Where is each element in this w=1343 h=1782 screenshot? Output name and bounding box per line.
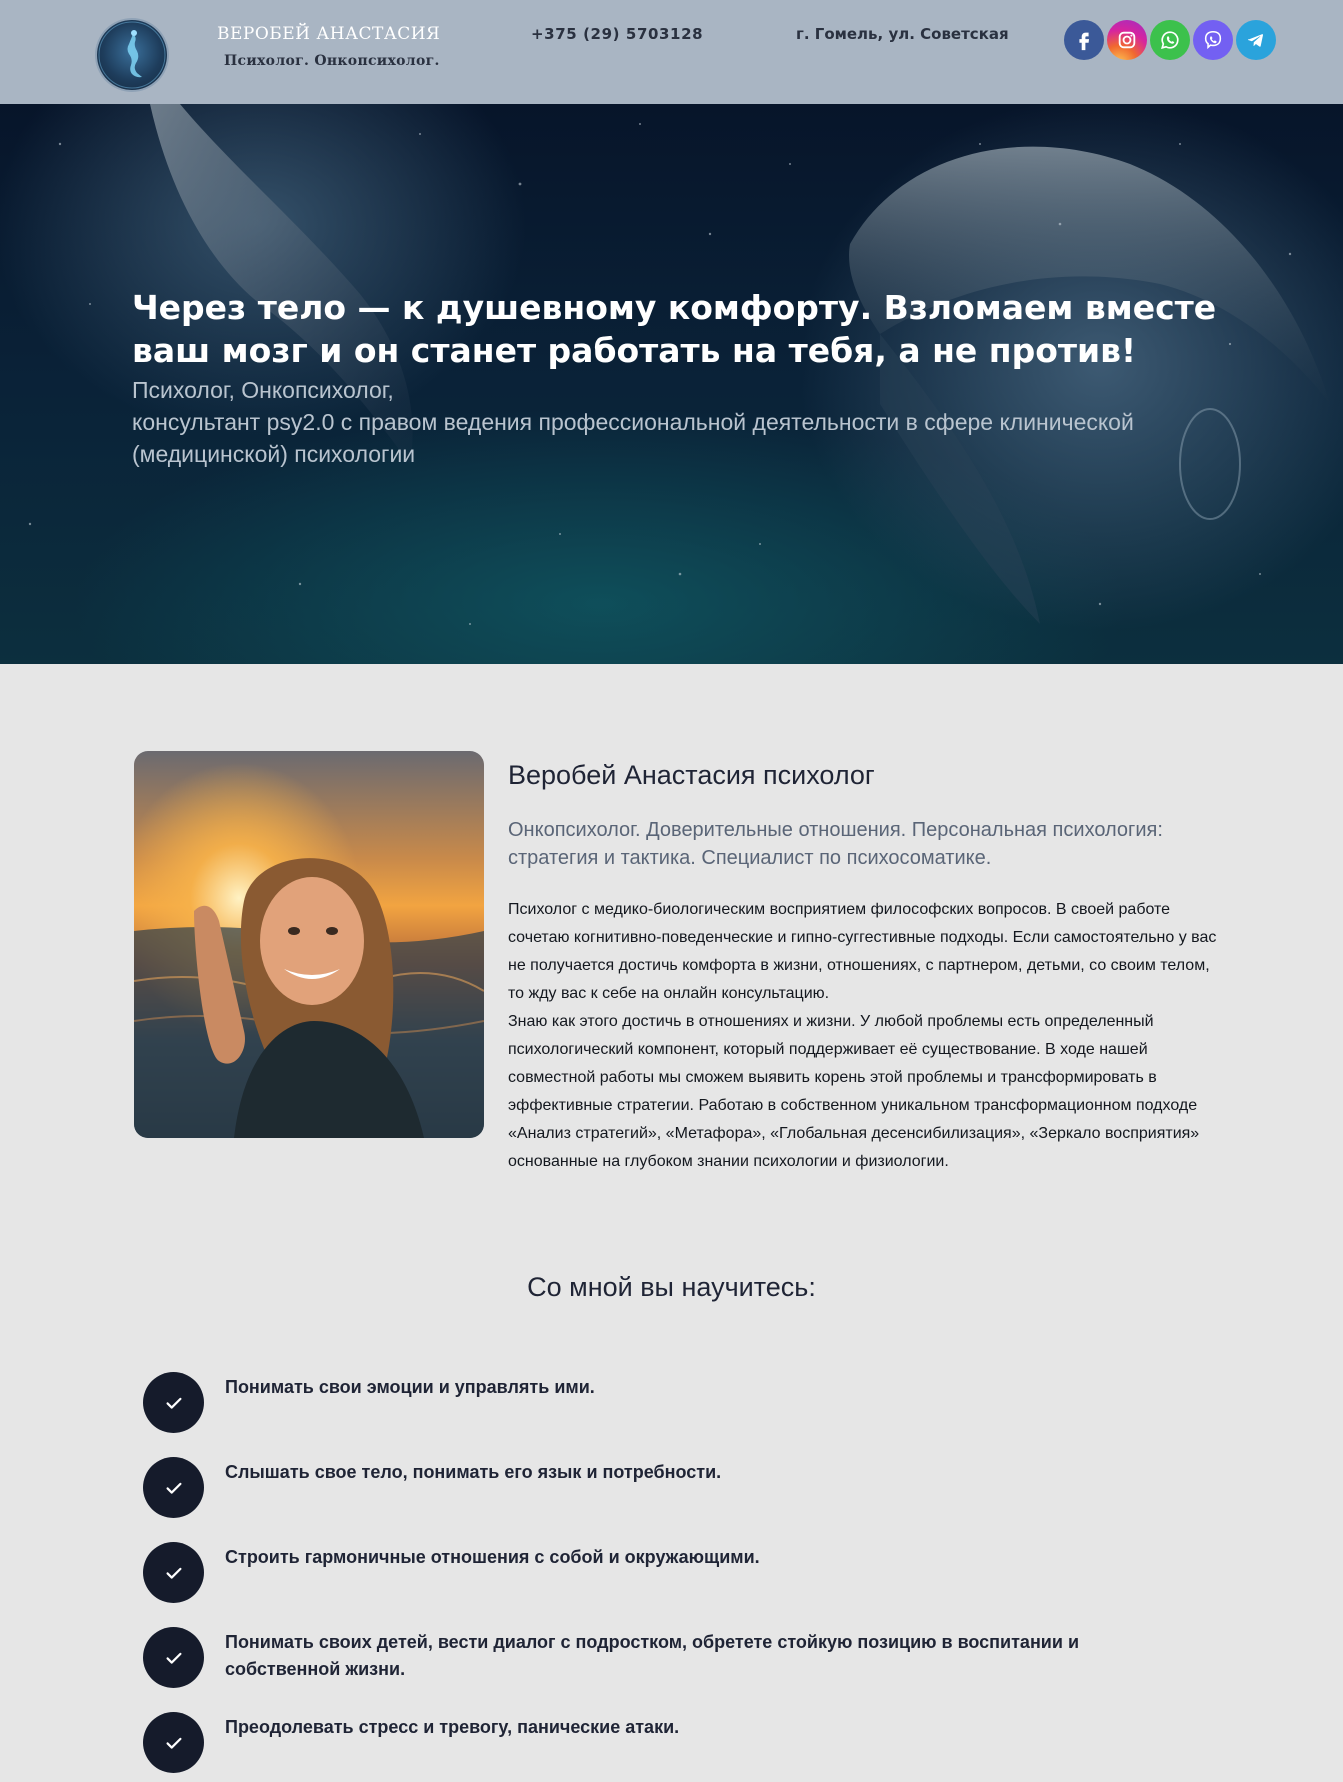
learn-item-text: Понимать своих детей, вести диалог с подростком, обретете стойкую позицию в воспитании и собственной жизни. (225, 1632, 1080, 1679)
psychologist-photo (134, 751, 484, 1138)
phone-number[interactable]: +375 (29) 5703128 (531, 25, 704, 43)
telegram-button[interactable] (1236, 20, 1276, 60)
learn-item-text: Понимать свои эмоции и управлять ими. (225, 1377, 595, 1397)
checkmark-icon (143, 1542, 204, 1603)
checkmark-icon (143, 1627, 204, 1688)
hero-subtitle (132, 374, 1222, 470)
learn-item-text: Слышать свое тело, понимать его язык и потребности. (225, 1462, 722, 1482)
about-paragraph-1: Психолог с медико-биологическим восприятием философских вопросов. В своей работе сочетаю когнитивно-поведенческие и гипно-суггестивные подходы. Если самостоятельно у вас не получается достичь комфорта в жизни, отношениях, с партнером, детьми, со своим телом, то жду вас к себе на онлайн консультацию. (508, 901, 1217, 1002)
checkmark-icon (143, 1712, 204, 1773)
learn-item-text: Преодолевать стресс и тревогу, панические атаки. (225, 1717, 680, 1737)
hero-banner (0, 104, 1343, 664)
about-lead: Онкопсихолог. Доверительные отношения. Персональная психология: стратегия и тактика. Специалист по психосоматике. (508, 819, 1163, 869)
facebook-icon (1073, 29, 1095, 51)
logo[interactable] (97, 20, 167, 90)
about-description (508, 896, 1220, 1176)
whatsapp-icon (1159, 29, 1181, 51)
telegram-icon (1245, 29, 1267, 51)
site-header (0, 0, 1343, 104)
instagram-button[interactable] (1107, 20, 1147, 60)
brand-name[interactable]: ВЕРОБЕЙ АНАСТАСИЯ (217, 24, 441, 44)
about-paragraph-2: Знаю как этого достичь в отношениях и жизни. У любой проблемы есть определенный психологический компонент, который поддерживает её существование. В ходе нашей совместной работы мы сможем выявить корень этой проблемы и трансформировать в эффективные стратегии. Работаю в собственном уникальном трансформационном подходе «Анализ стратегий», «Метафора», «Глобальная десенсибилизация», «Зеркало восприятия» основанные на глубоком знании психологии и физиологии. (508, 1013, 1200, 1170)
portrait-photo-icon (134, 751, 484, 1138)
brand-subtitle: Психолог. Онкопсихолог. (224, 53, 440, 69)
learn-item-text: Строить гармоничные отношения с собой и окружающими. (225, 1547, 760, 1567)
about-title: Веробей Анастасия психолог (508, 760, 875, 790)
hero-subtitle-line1: Психолог, Онкопсихолог, (132, 377, 394, 403)
address: г. Гомель, ул. Советская (796, 25, 1009, 43)
checkmark-icon (143, 1372, 204, 1433)
instagram-icon (1116, 29, 1138, 51)
hero-subtitle-line2: консультант psy2.0 с правом ведения профессиональной деятельности в сфере клинической (медицинской) психологии (132, 409, 1134, 467)
checkmark-icon (143, 1457, 204, 1518)
viber-button[interactable] (1193, 20, 1233, 60)
whatsapp-button[interactable] (1150, 20, 1190, 60)
social-links (1064, 20, 1276, 60)
mermaid-logo-icon (97, 20, 167, 90)
facebook-button[interactable] (1064, 20, 1104, 60)
hero-title: Через тело — к душевному комфорту. Взломаем вместе ваш мозг и он станет работать на тебя, а не против! (132, 288, 1217, 370)
learn-section-title: Со мной вы научитесь: (527, 1272, 816, 1302)
viber-icon (1202, 29, 1224, 51)
